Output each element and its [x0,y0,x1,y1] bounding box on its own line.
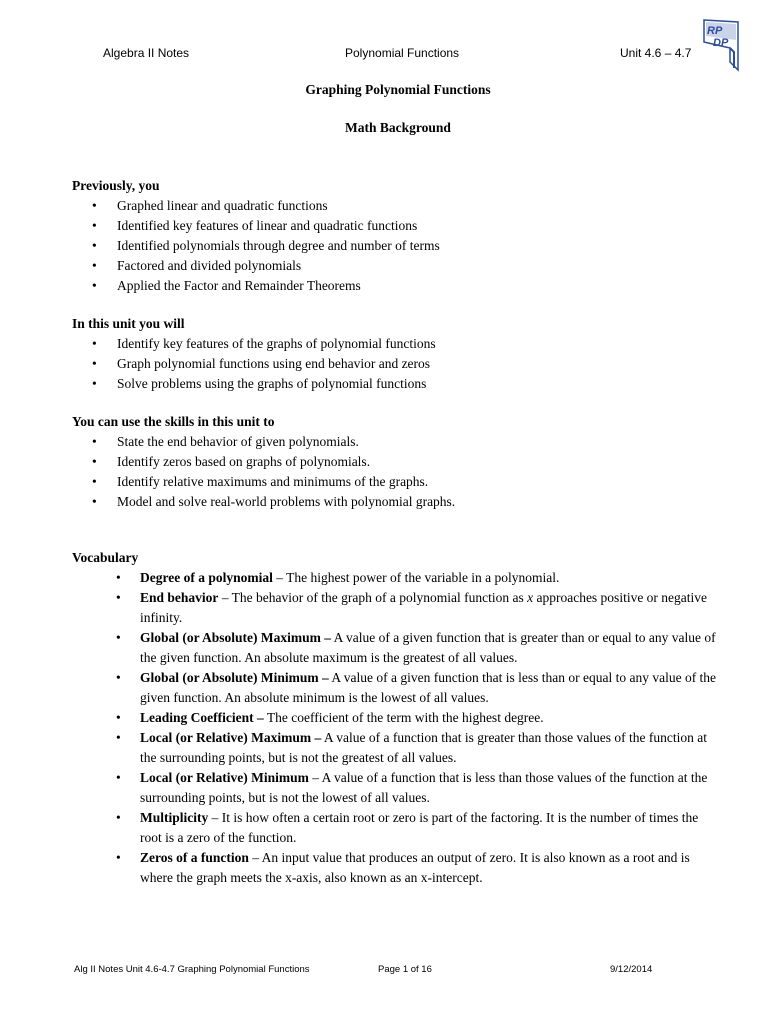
vocab-separator: – [208,810,222,825]
vocab-definition-rest: approaches positive or negative infinity. [140,590,708,625]
section-previously [72,176,722,296]
vocab-definition: A value of a given function that is greater than or equal to any value of the given function. An absolute maximum is the greatest of all values. [140,630,716,665]
vocab-item [72,808,722,848]
vocab-item [72,848,722,888]
vocab-term: Degree of a polynomial [140,570,273,585]
vocab-definition: The highest power of the variable in a polynomial. [286,570,560,585]
section-heading: Vocabulary [72,550,139,565]
vocab-term: Leading Coefficient – [140,710,264,725]
list-item: • Identify relative maximums and minimums of the graphs. [72,472,722,492]
vocab-definition: A value of a given function that is less than or equal to any value of the given function. An absolute minimum is the lowest of all values. [140,670,717,705]
vocab-term: Global (or Absolute) Maximum – [140,630,332,645]
section-heading: Previously, you [72,178,160,193]
list-item: • Identified polynomials through degree and number of terms [72,236,722,256]
section-this-unit [72,314,722,394]
list-item: • Graph polynomial functions using end behavior and zeros [72,354,722,374]
list-item: • Graphed linear and quadratic functions [72,196,722,216]
vocab-term: Multiplicity [140,810,209,825]
vocab-item [72,568,722,588]
section-vocabulary [72,548,722,888]
vocab-item [72,708,722,728]
vocab-separator: – [272,570,287,585]
vocab-term: Local (or Relative) Maximum – [140,730,322,745]
header-course: Algebra II Notes [103,46,190,60]
svg-text:DP: DP [713,37,729,49]
vocab-definition: A value of a function that is less than those values of the function at the surrounding points, but is not the lowest of all values. [140,770,708,805]
vocabulary-list [72,568,722,888]
page-footer [0,964,768,978]
list-item: • Applied the Factor and Remainder Theorems [72,276,722,296]
bullet-list [72,196,722,296]
vocab-definition: It is how often a certain root or zero is part of the factoring. It is the number of times the root is a zero of the function. [140,810,699,845]
vocab-term: Global (or Absolute) Minimum – [140,670,329,685]
vocab-definition: A value of a function that is greater than those values of the function at the surrounding points, but is not the greatest of all values. [140,730,707,765]
vocab-definition: An input value that produces an output of zero. It is also known as a root and is where the graph meets the x-axis, also known as an x-intercept. [140,850,690,885]
vocab-separator: – [218,590,232,605]
vocab-separator: – [308,770,322,785]
list-item: • Identify zeros based on graphs of polynomials. [72,452,722,472]
section-skills [72,412,722,512]
vocab-term: Local (or Relative) Minimum [140,770,309,785]
vocab-item [72,588,722,628]
school-logo-icon [700,18,740,72]
notes-body [72,176,722,888]
vocab-definition: The coefficient of the term with the highest degree. [266,710,544,725]
list-item: • Identified key features of linear and quadratic functions [72,216,722,236]
header-topic: Polynomial Functions [345,46,460,60]
vocab-separator: – [248,850,262,865]
vocab-term: Zeros of a function [140,850,249,865]
vocab-item [72,728,722,768]
section-heading: You can use the skills in this unit to [72,414,275,429]
bullet-list [72,432,722,512]
footer-page-number: Page 1 of 16 [378,964,432,975]
section-heading: In this unit you will [72,316,185,331]
vocab-variable: x [527,590,534,605]
vocab-item [72,668,722,708]
list-item: • Solve problems using the graphs of polynomial functions [72,374,722,394]
page-title: Graphing Polynomial Functions [305,82,491,97]
page-header [0,46,768,64]
vocab-item [72,628,722,668]
footer-doc-title: Alg II Notes Unit 4.6-4.7 Graphing Polynomial Functions [74,964,310,975]
list-item: • Factored and divided polynomials [72,256,722,276]
header-unit: Unit 4.6 – 4.7 [620,46,692,60]
vocab-term: End behavior [140,590,219,605]
list-item: • State the end behavior of given polynomials. [72,432,722,452]
list-item: • Model and solve real-world problems with polynomial graphs. [72,492,722,512]
svg-text:RP: RP [707,25,723,37]
vocab-item [72,768,722,808]
footer-date: 9/12/2014 [610,964,653,975]
vocab-definition: The behavior of the graph of a polynomial function as [231,590,528,605]
list-item: • Identify key features of the graphs of polynomial functions [72,334,722,354]
page-subtitle: Math Background [345,120,451,135]
bullet-list [72,334,722,394]
